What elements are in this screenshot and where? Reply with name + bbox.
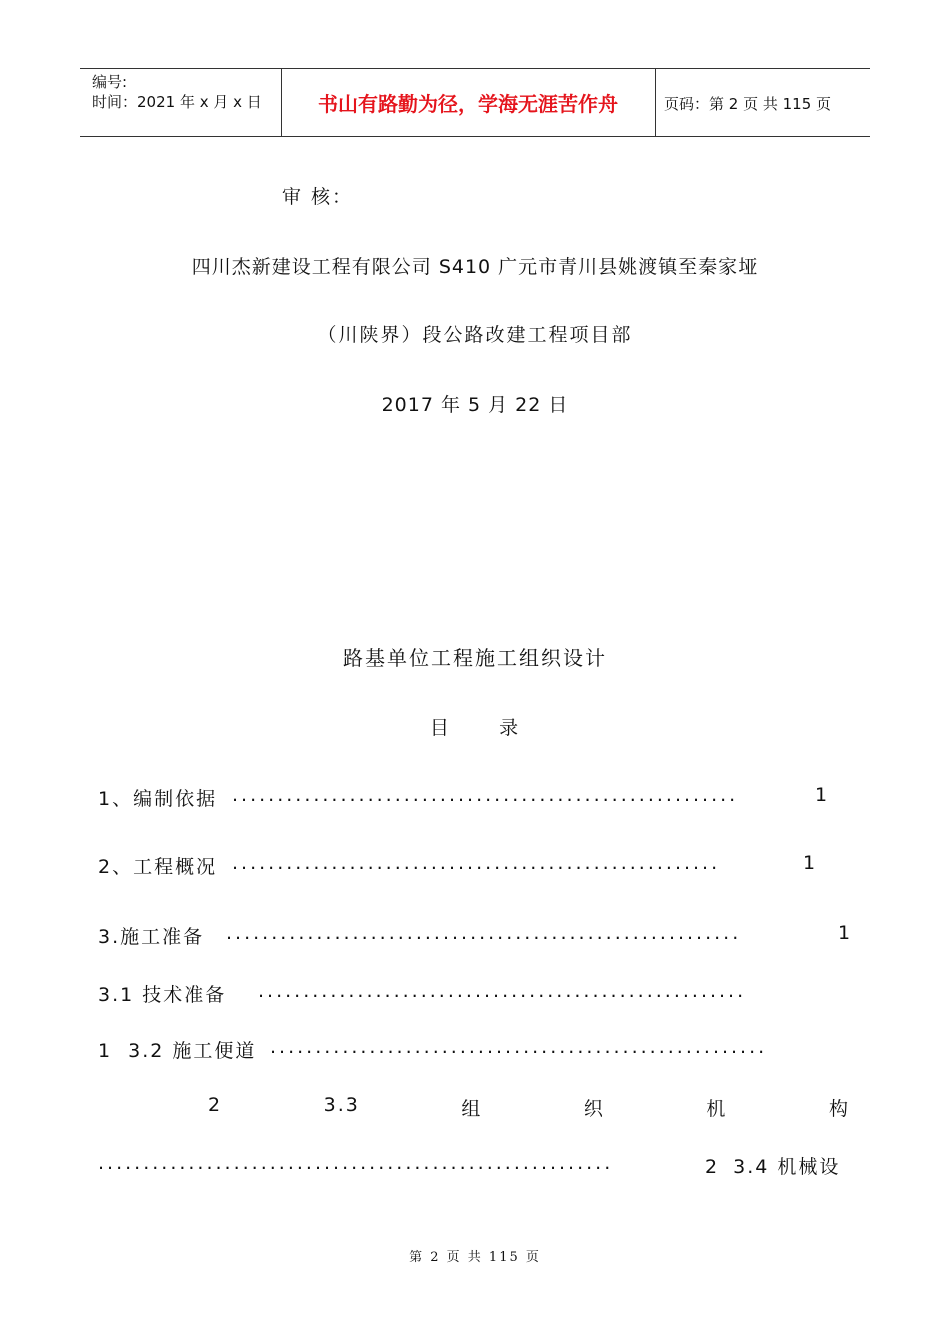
- company-line-2: （川陕界）段公路改建工程项目部: [317, 324, 633, 346]
- toc-entry: [705, 1152, 840, 1179]
- toc-title: 目 录: [429, 717, 521, 739]
- toc-entry-page: 1: [98, 1040, 113, 1062]
- toc-entry-number: 3.3: [323, 1094, 360, 1116]
- toc-entry-dots: .........................................................: [226, 922, 742, 944]
- toc-entry-char: 组: [461, 1098, 483, 1120]
- toc-entry-label: 3.2 施工便道: [128, 1040, 257, 1062]
- header-time-label: 时间：2021 年 x 月 x 日: [92, 93, 262, 111]
- toc-entry-dots: .........................................................: [98, 1152, 614, 1174]
- toc-entry-page: 2: [705, 1156, 720, 1178]
- toc-entry-char: 构: [828, 1098, 850, 1120]
- toc-entry-page: 1: [815, 784, 830, 806]
- toc-entry-label: 3.1 技术准备: [98, 984, 227, 1006]
- header-page-info: 页码：第 2 页 共 115 页: [664, 95, 832, 113]
- toc-entry-dots: .......................................................: [270, 1036, 768, 1058]
- toc-entry-page: 1: [803, 852, 818, 874]
- toc-entry-char: 机: [706, 1098, 728, 1120]
- header-motto: 书山有路勤为径，学海无涯苦作舟: [318, 91, 618, 116]
- toc-entry: [98, 784, 217, 811]
- review-label: 审 核：: [282, 186, 354, 208]
- toc-entry-dots: ........................................................: [232, 784, 739, 806]
- document-title: 路基单位工程施工组织设计: [343, 646, 607, 670]
- toc-entry: [98, 1036, 256, 1063]
- toc-entry: [98, 980, 226, 1007]
- toc-entry-label: 3.施工准备: [98, 926, 205, 948]
- page-footer: 第 2 页 共 115 页: [409, 1250, 541, 1265]
- toc-entry-dots: ......................................................: [232, 852, 721, 874]
- header-meta: [92, 72, 262, 112]
- toc-entry-label: 1、编制依据: [98, 788, 218, 810]
- header-divider-right: [655, 68, 656, 136]
- toc-entry-char: 织: [583, 1098, 605, 1120]
- toc-entry-page: 1: [838, 922, 853, 944]
- toc-entry-page: 2: [208, 1094, 223, 1116]
- toc-entry-dots: ......................................................: [258, 980, 747, 1002]
- toc-entry-label: 3.4 机械设: [733, 1156, 841, 1178]
- document-date: 2017 年 5 月 22 日: [381, 394, 569, 416]
- toc-entry: [98, 922, 204, 949]
- toc-entry: [98, 852, 217, 879]
- toc-entry-label: 2、工程概况: [98, 856, 218, 878]
- company-line-1: 四川杰新建设工程有限公司 S410 广元市青川县姚渡镇至秦家垭: [191, 256, 759, 278]
- header-number-label: 编号:: [92, 73, 128, 91]
- toc-justified-line: [98, 1094, 850, 1121]
- header-bottom-rule: [80, 136, 870, 137]
